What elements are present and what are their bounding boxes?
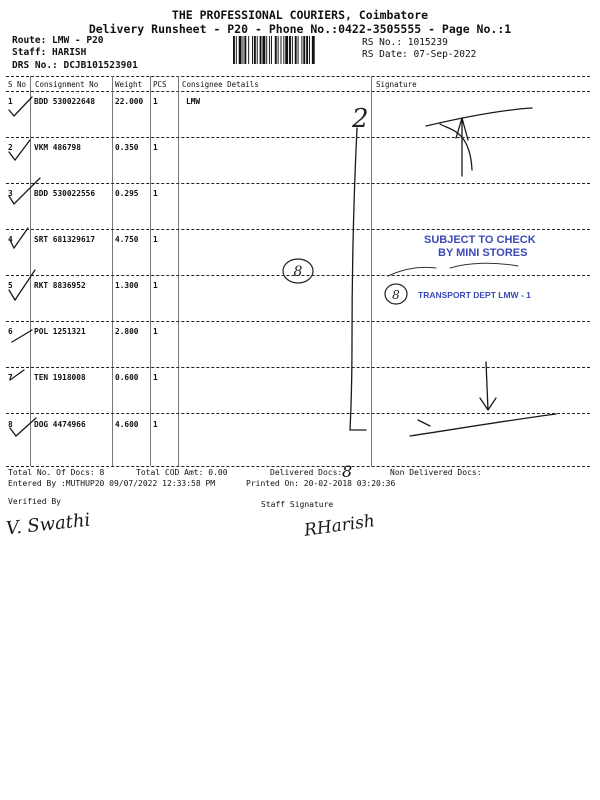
bracket-stroke <box>350 128 366 430</box>
entered-by: Entered By :MUTHUP20 09/07/2022 12:33:58 PM <box>8 479 216 488</box>
printed-on: Printed On: 20-02-2018 03:20:36 <box>246 479 396 488</box>
stamp-line-3: TRANSPORT DEPT LMW - 1 <box>418 290 531 300</box>
row-sno: 8 <box>8 420 13 429</box>
row-consignment-no: VKM 486798 <box>34 143 81 152</box>
stamp-line-2: BY MINI STORES <box>438 247 528 259</box>
row-weight: 0.600 <box>115 373 139 382</box>
circled-8-text: 8 <box>392 288 400 302</box>
row-consignment-no: BDD 530022556 <box>34 189 96 198</box>
row-sno: 7 <box>8 373 13 382</box>
row-consignment-no: TEN 1918008 <box>34 373 86 382</box>
total-docs: Total No. Of Docs: 8 <box>8 468 105 477</box>
row-pcs: 1 <box>153 420 158 429</box>
non-delivered-docs: Non Delivered Docs: <box>390 468 482 477</box>
col-header-pcs: PCS <box>153 80 167 89</box>
col-header-signature: Signature <box>376 80 417 89</box>
row-pcs: 1 <box>153 281 158 290</box>
col-header-sno: S No <box>8 80 27 89</box>
row-sno: 2 <box>8 143 13 152</box>
total-cod: Total COD Amt: 0.00 <box>136 468 228 477</box>
stamp-line-1: SUBJECT TO CHECK <box>424 234 536 246</box>
drs-number: DRS No.: DCJB101523901 <box>12 60 138 71</box>
check-mark <box>9 97 32 116</box>
row-pcs: 1 <box>153 143 158 152</box>
check-mark <box>9 270 35 300</box>
row-consignment-no: RKT 8836952 <box>34 281 86 290</box>
table-bottom-rule <box>6 466 590 467</box>
row-weight: 0.295 <box>115 189 139 198</box>
check-mark <box>12 330 32 342</box>
check-mark <box>9 140 30 160</box>
row-pcs: 1 <box>153 327 158 336</box>
row-weight: 0.350 <box>115 143 139 152</box>
row-weight: 2.800 <box>115 327 139 336</box>
col-header-consignment: Consignment No <box>35 80 99 89</box>
row-sno: 5 <box>8 281 13 290</box>
page-title: THE PROFESSIONAL COURIERS, Coimbatore <box>171 8 429 22</box>
row-sno: 6 <box>8 327 13 336</box>
row-sno: 4 <box>8 235 13 244</box>
row-pcs: 1 <box>153 235 158 244</box>
row-consignee: LMW <box>186 97 201 106</box>
row-consignment-no: SRT 681329617 <box>34 235 96 244</box>
staff-signature-label: Staff Signature <box>261 500 334 509</box>
circled-8-text: 8 <box>293 264 303 280</box>
rs-number: RS No.: 1015239 <box>362 37 448 48</box>
row-pcs: 1 <box>153 97 158 106</box>
delivered-docs: Delivered Docs: <box>270 468 343 477</box>
row-pcs: 1 <box>153 189 158 198</box>
delivered-count-handwritten: 8 <box>342 462 353 481</box>
check-mark <box>10 418 36 436</box>
row-weight: 4.600 <box>115 420 139 429</box>
verifier-signature: V. Swathi <box>5 509 92 540</box>
row-sno: 1 <box>8 97 13 106</box>
rs-date: RS Date: 07-Sep-2022 <box>362 49 477 60</box>
row-weight: 22.000 <box>115 97 144 106</box>
staff-signature: RHarish <box>302 511 377 541</box>
check-mark <box>9 178 40 204</box>
col-header-weight: Weight <box>115 80 143 89</box>
handwritten-2: 2 <box>352 104 369 134</box>
row-consignment-no: POL 1251321 <box>34 327 86 336</box>
row-consignment-no: DOG 4474966 <box>34 420 86 429</box>
row-pcs: 1 <box>153 373 158 382</box>
staff-label: Staff: HARISH <box>12 47 87 58</box>
col-header-consignee: Consignee Details <box>182 80 259 89</box>
row-weight: 1.300 <box>115 281 139 290</box>
page-subtitle: Delivery Runsheet - P20 - Phone No.:0422-3505555 - Page No.:1 <box>88 22 512 36</box>
route-label: Route: LMW - P20 <box>12 35 104 46</box>
check-mark <box>10 370 24 380</box>
check-mark <box>10 228 28 248</box>
row-sno: 3 <box>8 189 13 198</box>
row-consignment-no: BDD 530022648 <box>34 97 96 106</box>
row-weight: 4.750 <box>115 235 139 244</box>
verified-by-label: Verified By <box>8 497 61 506</box>
